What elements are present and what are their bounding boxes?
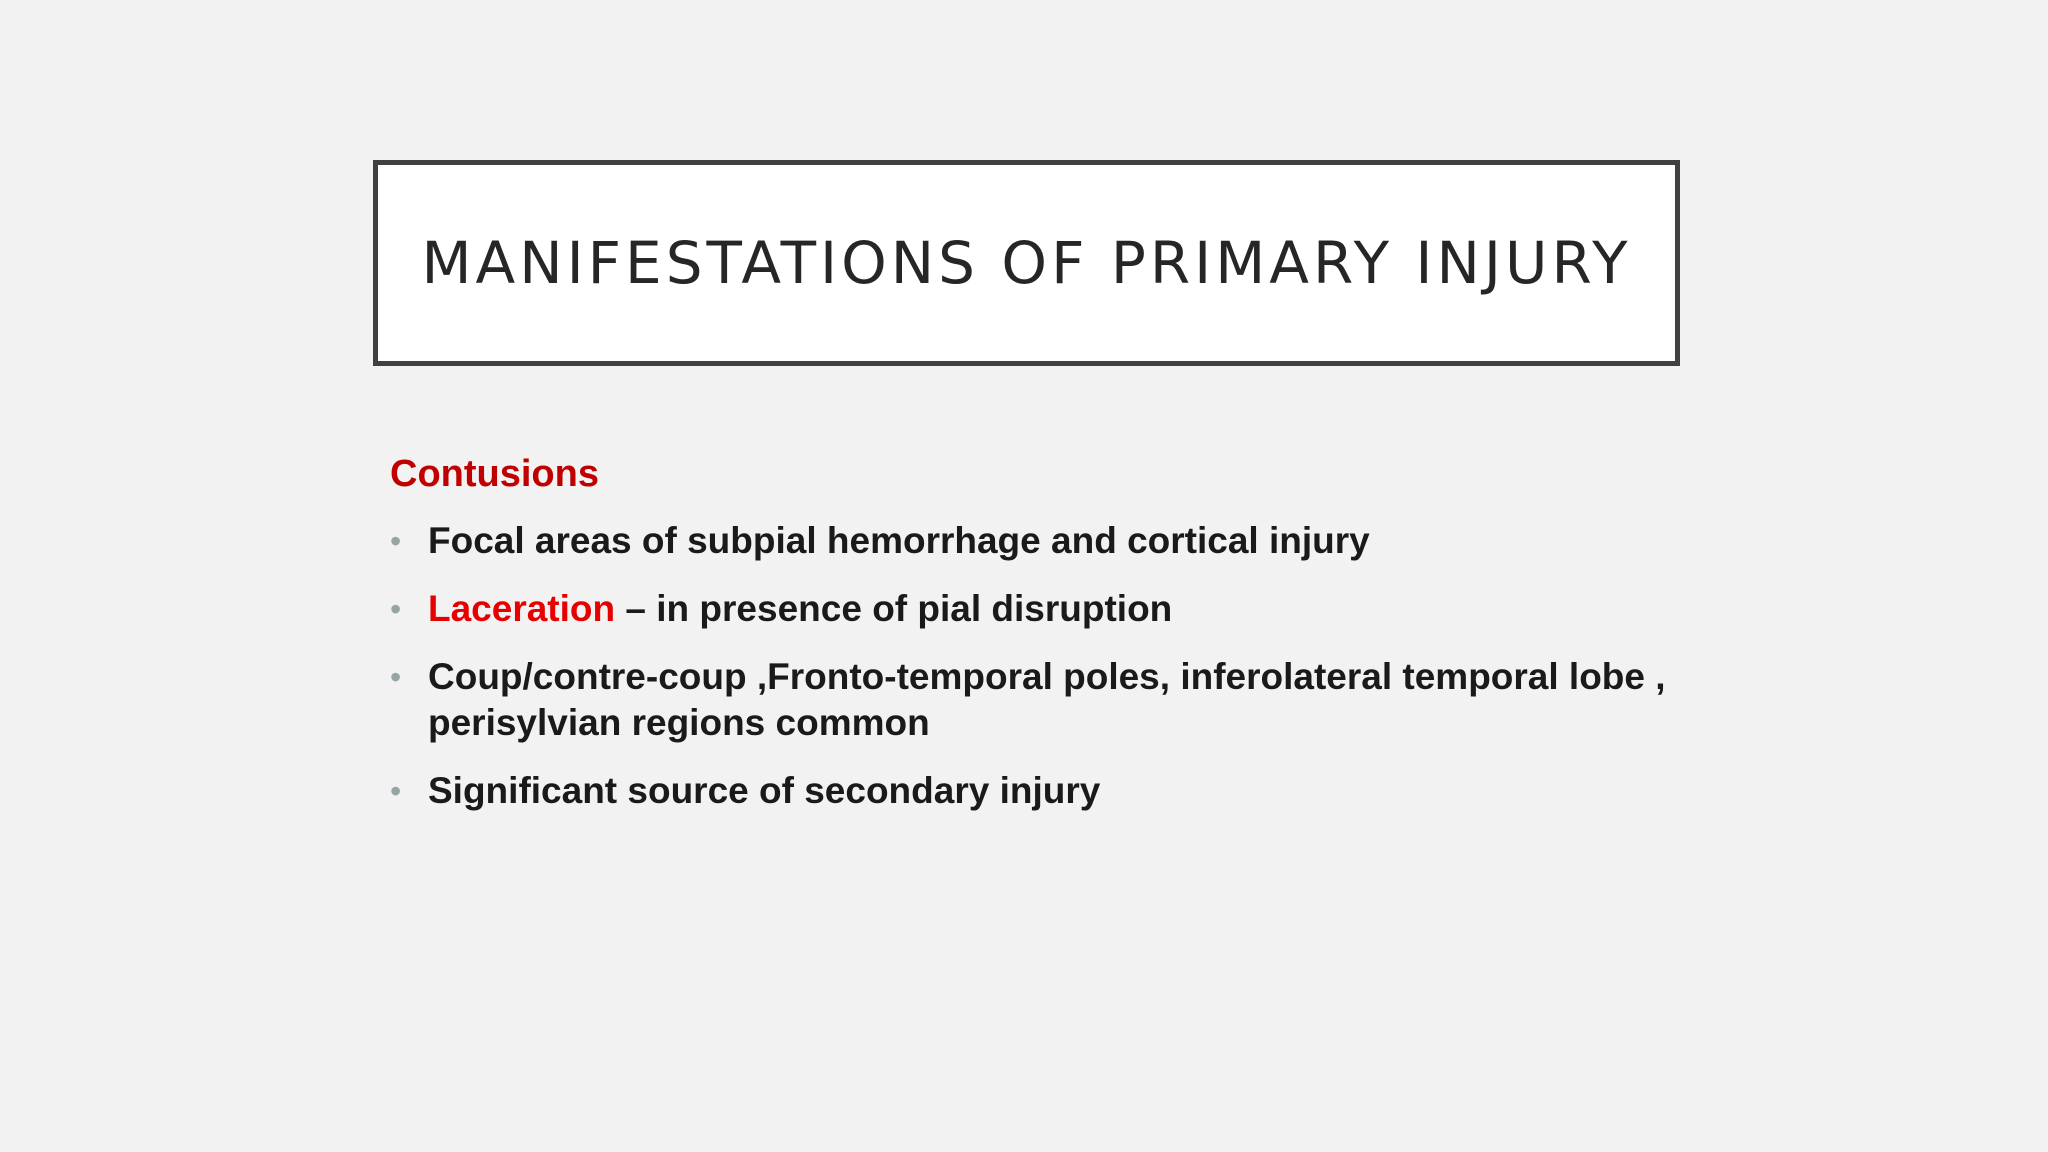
bullet-list — [390, 518, 1670, 814]
bullet-item — [390, 586, 1670, 632]
bullet-item — [390, 518, 1670, 564]
bullet-dot-icon: • — [390, 591, 402, 627]
bullet-dot-icon: • — [390, 523, 402, 559]
bullet-dot-icon: • — [390, 659, 402, 695]
slide-title: MANIFESTATIONS OF PRIMARY INJURY — [421, 229, 1632, 297]
bullet-text: Focal areas of subpial hemorrhage and cortical injury — [428, 520, 1370, 561]
title-box — [373, 160, 1680, 366]
bullet-dot-icon: • — [390, 773, 402, 809]
bullet-text: Coup/contre-coup ,Fronto-temporal poles, inferolateral temporal lobe , perisylvian regions common — [428, 656, 1666, 743]
bullet-item — [390, 768, 1670, 814]
section-heading: Contusions — [390, 453, 599, 495]
bullet-highlight: Laceration — [428, 588, 616, 629]
slide-content — [390, 448, 1670, 836]
bullet-text: – in presence of pial disruption — [615, 588, 1173, 629]
bullet-text: Significant source of secondary injury — [428, 770, 1101, 811]
bullet-item — [390, 654, 1670, 746]
